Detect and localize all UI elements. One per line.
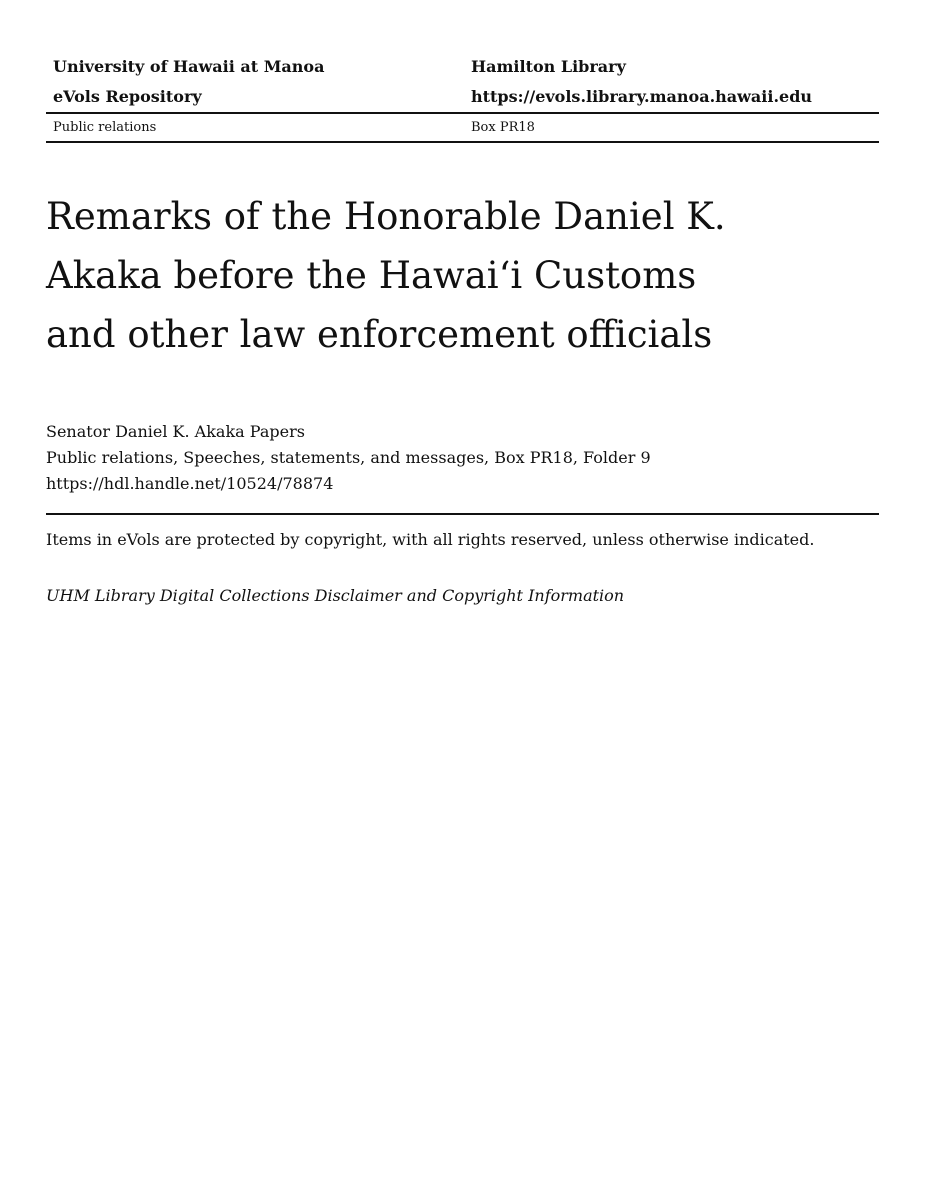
collection-series: Public relations	[53, 120, 157, 135]
repository-name: eVols Repository	[53, 87, 202, 106]
footer-divider	[46, 513, 879, 515]
repository-url[interactable]: https://evols.library.manoa.hawaii.edu	[471, 87, 813, 106]
document-title	[46, 187, 826, 364]
library-name: Hamilton Library	[471, 57, 626, 76]
document-metadata	[46, 419, 651, 497]
institution-name: University of Hawaii at Manoa	[53, 57, 325, 76]
header-row-1	[46, 52, 879, 82]
header-bottom-divider	[46, 141, 879, 143]
title-line: Akaka before the Hawaiʻi Customs	[46, 254, 697, 297]
disclaimer-link[interactable]: UHM Library Digital Collections Disclaimer and Copyright Information	[46, 586, 625, 605]
handle-link[interactable]: https://hdl.handle.net/10524/78874	[46, 474, 334, 493]
header-row-3	[46, 114, 879, 141]
title-line: and other law enforcement officials	[46, 313, 713, 356]
rights-statement: Items in eVols are protected by copyright, with all rights reserved, unless otherwise indicated.	[46, 530, 815, 549]
folder-location: Public relations, Speeches, statements, and messages, Box PR18, Folder 9	[46, 448, 651, 467]
box-label: Box PR18	[471, 120, 535, 135]
title-line: Remarks of the Honorable Daniel K.	[46, 195, 726, 238]
header-row-2	[46, 82, 879, 112]
document-header	[46, 52, 879, 143]
collection-name: Senator Daniel K. Akaka Papers	[46, 422, 305, 441]
